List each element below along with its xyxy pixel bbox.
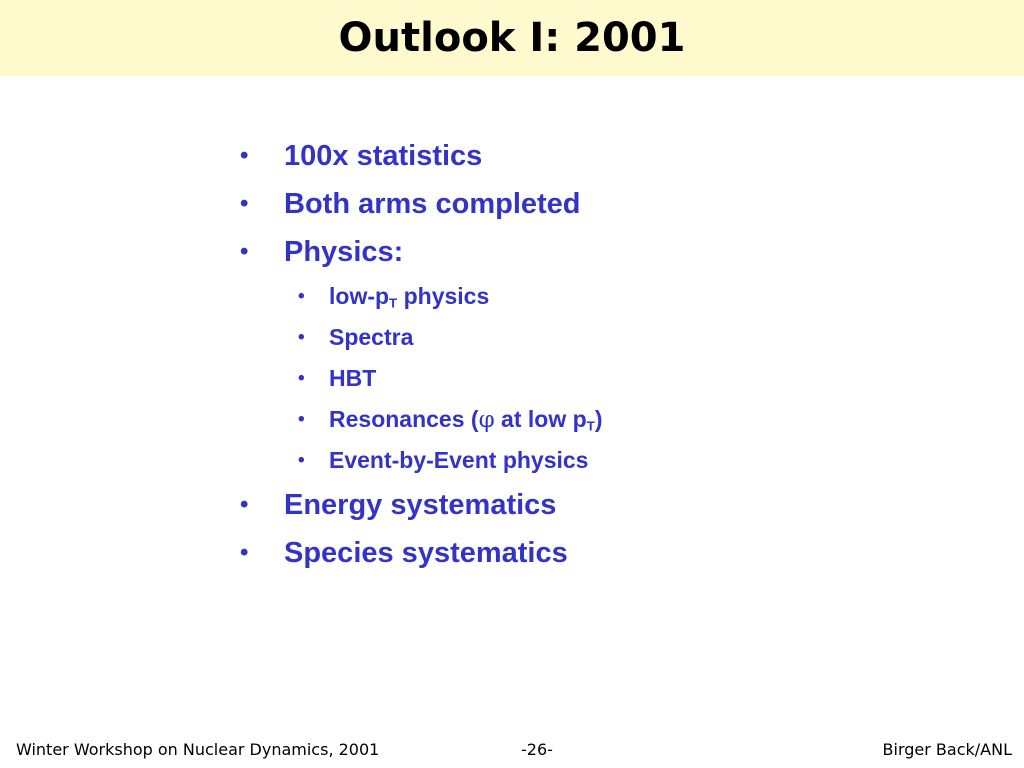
bullet-marker: •	[240, 142, 249, 169]
bullet-text: Physics:	[284, 236, 404, 268]
bullet-text: Species systematics	[284, 537, 568, 569]
bullet-marker: •	[240, 238, 249, 265]
sub-bullet-text: HBT	[329, 365, 377, 391]
bullet-marker: •	[240, 491, 249, 518]
bullet-species-systematics	[240, 533, 940, 573]
sub-bullet-marker: •	[298, 368, 305, 389]
bullet-text: 100x statistics	[284, 140, 483, 172]
sub-bullet-text: Event-by-Event physics	[329, 447, 589, 473]
sub-bullet-text-pre: Resonances (	[329, 406, 479, 432]
sub-bullet-marker: •	[298, 286, 305, 307]
sub-bullet-group	[240, 280, 940, 477]
sub-bullet-text-post: physics	[397, 283, 490, 309]
sub-bullet-hbt	[240, 362, 940, 395]
bullet-list	[240, 136, 940, 581]
sub-bullet-text-pre: low-p	[329, 283, 390, 309]
sub-bullet-marker: •	[298, 409, 305, 430]
sub-bullet-resonances	[240, 403, 940, 436]
bullet-statistics	[240, 136, 940, 176]
bullet-marker: •	[240, 190, 249, 217]
sub-bullet-marker: •	[298, 450, 305, 471]
slide-title: Outlook I: 2001	[338, 15, 686, 61]
bullet-text: Energy systematics	[284, 489, 557, 521]
sub-bullet-text-mid: at low p	[494, 406, 587, 432]
sub-bullet-marker: •	[298, 327, 305, 348]
phi-symbol: φ	[478, 407, 495, 433]
footer-author: Birger Back/ANL	[882, 740, 1012, 759]
sub-bullet-text: Spectra	[329, 324, 414, 350]
subscript-t: T	[586, 418, 595, 434]
subscript-t: T	[389, 295, 398, 311]
bullet-both-arms	[240, 184, 940, 224]
bullet-marker: •	[240, 539, 249, 566]
sub-bullet-event-by-event	[240, 444, 940, 477]
sub-bullet-spectra	[240, 321, 940, 354]
bullet-energy-systematics	[240, 485, 940, 525]
sub-bullet-low-pt	[240, 280, 940, 313]
footer-page-number: -26-	[521, 740, 553, 759]
bullet-physics	[240, 232, 940, 272]
footer-workshop: Winter Workshop on Nuclear Dynamics, 2001	[16, 740, 380, 759]
bullet-text: Both arms completed	[284, 188, 581, 220]
sub-bullet-text-post: )	[594, 406, 603, 432]
sub-bullet-list	[240, 280, 940, 477]
